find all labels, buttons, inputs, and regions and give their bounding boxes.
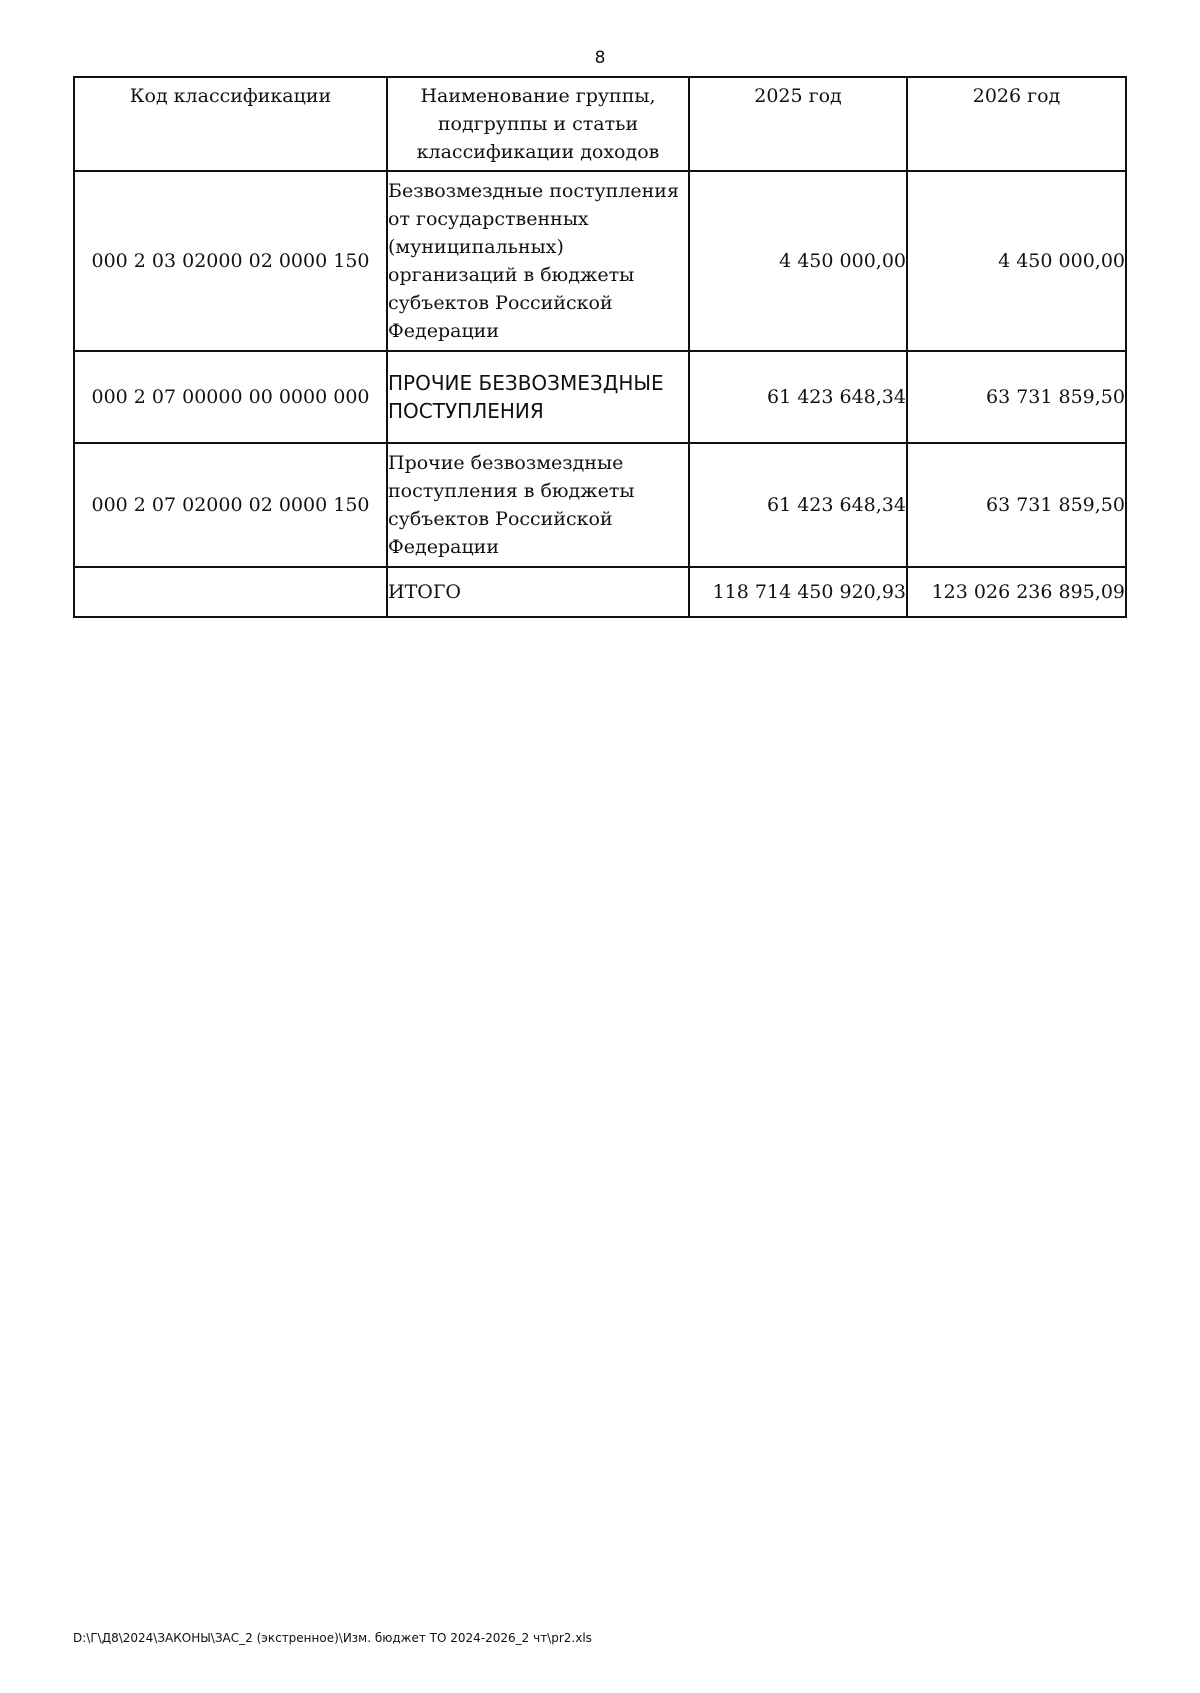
row-code	[74, 567, 387, 617]
table-row	[74, 171, 1126, 351]
total-value-2025: 118 714 450 920,93	[689, 567, 907, 617]
total-row	[74, 567, 1126, 617]
row-value-2026: 63 731 859,50	[907, 351, 1126, 443]
row-value-2026: 4 450 000,00	[907, 171, 1126, 351]
total-label: ИТОГО	[387, 567, 689, 617]
row-value-2025: 4 450 000,00	[689, 171, 907, 351]
table-row	[74, 443, 1126, 567]
row-value-2025: 61 423 648,34	[689, 443, 907, 567]
header-year-2025: 2025 год	[689, 77, 907, 171]
total-value-2026: 123 026 236 895,09	[907, 567, 1126, 617]
table-row	[74, 351, 1126, 443]
page-number: 8	[594, 48, 606, 68]
row-value-2025: 61 423 648,34	[689, 351, 907, 443]
row-code: 000 2 03 02000 02 0000 150	[74, 171, 387, 351]
row-code: 000 2 07 00000 00 0000 000	[74, 351, 387, 443]
budget-table	[73, 76, 1127, 618]
row-code: 000 2 07 02000 02 0000 150	[74, 443, 387, 567]
footer-file-path: D:\Г\Д8\2024\ЗАКОНЫ\ЗАС_2 (экстренное)\Изм. бюджет ТО 2024-2026_2 чт\pr2.xls	[73, 1631, 592, 1645]
row-name: ПРОЧИЕ БЕЗВОЗМЕЗДНЫЕ ПОСТУПЛЕНИЯ	[387, 351, 689, 443]
row-name: Безвозмездные поступления от государственных (муниципальных) организаций в бюджеты субъектов Российской Федерации	[387, 171, 689, 351]
row-value-2026: 63 731 859,50	[907, 443, 1126, 567]
table-header-row	[74, 77, 1126, 171]
header-year-2026: 2026 год	[907, 77, 1126, 171]
row-name: Прочие безвозмездные поступления в бюджеты субъектов Российской Федерации	[387, 443, 689, 567]
header-code: Код классификации	[74, 77, 387, 171]
header-name: Наименование группы, подгруппы и статьи классификации доходов	[387, 77, 689, 171]
